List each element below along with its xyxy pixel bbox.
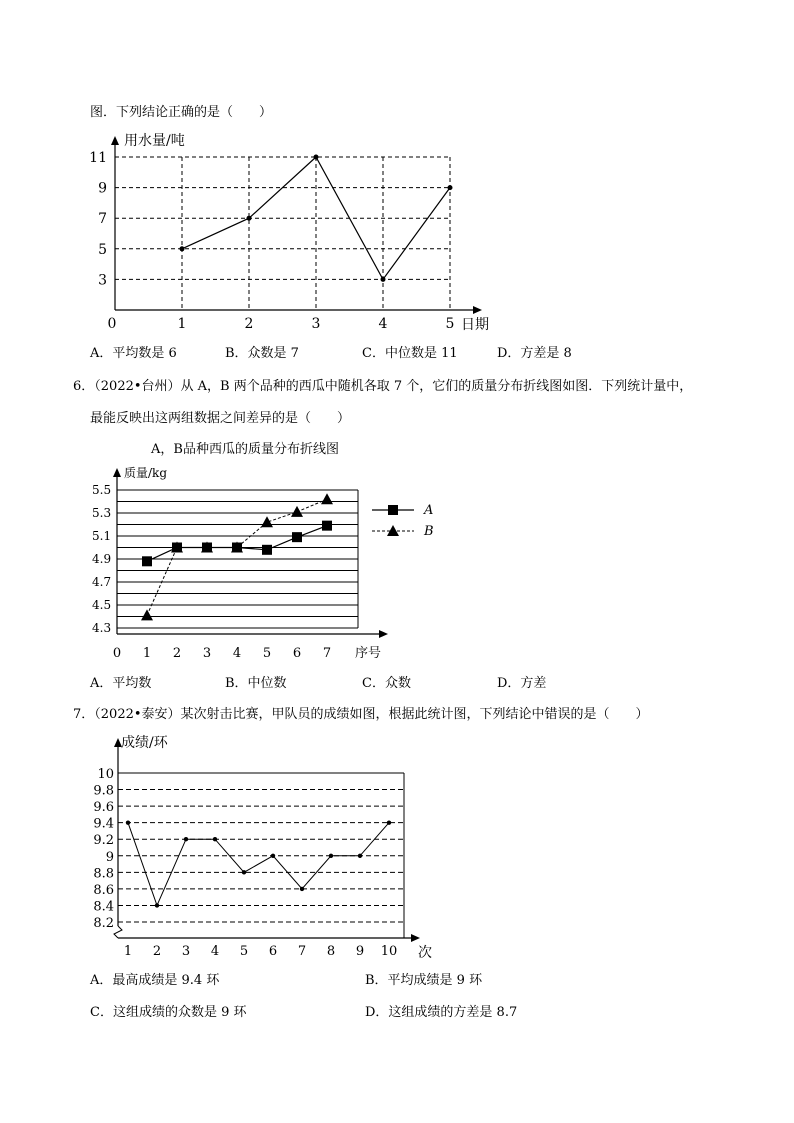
q7-y-tick-label: 8.8 bbox=[93, 866, 114, 882]
q6-legend-a-label: A bbox=[424, 503, 434, 518]
q6-option-a: A．平均数 bbox=[90, 676, 152, 691]
q7-y-tick-label: 8.4 bbox=[93, 899, 114, 915]
q7-y-tick-label: 9 bbox=[105, 849, 114, 865]
q6-option-c: C．众数 bbox=[362, 676, 411, 691]
q6-x-tick-label: 5 bbox=[262, 646, 272, 661]
q5-option-d: D．方差是 8 bbox=[497, 346, 572, 361]
q7-data-point bbox=[300, 887, 304, 891]
q7-y-tick-label: 8.2 bbox=[93, 916, 114, 931]
q6-legend-b-label: B bbox=[424, 524, 434, 539]
q6-option-d: D．方差 bbox=[497, 676, 547, 691]
q7-y-axis-label: 成绩/环 bbox=[121, 735, 168, 751]
q7-option-d: D．这组成绩的方差是 8.7 bbox=[365, 1005, 518, 1020]
q7-data-point bbox=[387, 820, 391, 824]
q7-x-tick-label: 9 bbox=[355, 944, 365, 959]
q7-x-tick-label: 8 bbox=[326, 944, 336, 959]
q6-y-tick-label: 5.1 bbox=[92, 529, 112, 543]
q5-origin-label: 0 bbox=[107, 316, 117, 332]
q7-y-tick-label: 10 bbox=[97, 767, 114, 782]
q5-y-tick-label: 11 bbox=[89, 150, 107, 166]
q6-x-tick-label: 4 bbox=[232, 646, 242, 661]
q7-data-point bbox=[213, 837, 217, 841]
q5-option-c: C．中位数是 11 bbox=[362, 346, 458, 361]
q6-chart-title: A，B品种西瓜的质量分布折线图 bbox=[151, 442, 339, 457]
q7-x-tick-label: 3 bbox=[181, 944, 191, 959]
q6-x-tick-label: 7 bbox=[322, 646, 332, 661]
q6-x-tick-label: 1 bbox=[142, 646, 152, 661]
q6-y-tick-label: 5.5 bbox=[92, 483, 112, 497]
q6-y-tick-label: 4.7 bbox=[92, 575, 112, 589]
q6-stem-line1: 6．（2022•台州）从 A，B 两个品种的西瓜中随机各取 7 个，它们的质量分布折线图如图．下列统计量中， bbox=[73, 379, 693, 394]
q7-data-point bbox=[329, 854, 333, 858]
q7-x-tick-label: 4 bbox=[210, 944, 220, 959]
q5-y-tick-label: 7 bbox=[98, 211, 107, 228]
q5-x-axis-label: 日期 bbox=[461, 317, 489, 333]
q6-origin-label: 0 bbox=[112, 646, 122, 661]
q7-x-tick-label: 6 bbox=[268, 944, 278, 959]
q5-x-tick-label: 3 bbox=[311, 316, 321, 332]
q7-y-tick-label: 9.2 bbox=[93, 833, 114, 849]
q5-option-b: B．众数是 7 bbox=[225, 346, 299, 361]
q6-y-axis-label: 质量/kg bbox=[124, 466, 167, 480]
q7-x-axis-arrow bbox=[411, 934, 420, 942]
q5-x-tick-label: 5 bbox=[445, 316, 455, 332]
q7-x-axis-label: 次 bbox=[418, 945, 432, 961]
q5-stem: 图．下列结论正确的是（ ） bbox=[90, 105, 273, 120]
q5-option-a: A．平均数是 6 bbox=[90, 346, 177, 361]
q7-x-tick-label: 7 bbox=[297, 944, 307, 959]
q7-x-tick-label: 5 bbox=[239, 944, 249, 959]
q6-y-tick-label: 4.3 bbox=[92, 621, 112, 635]
q7-y-tick-label: 9.4 bbox=[93, 816, 114, 832]
q5-y-tick-label: 5 bbox=[98, 241, 107, 258]
q6-y-tick-label: 4.5 bbox=[92, 598, 112, 612]
q7-option-b: B．平均成绩是 9 环 bbox=[365, 973, 483, 988]
q6-x-tick-label: 2 bbox=[172, 646, 182, 661]
q6-option-b: B．中位数 bbox=[225, 676, 287, 691]
q7-data-point bbox=[358, 854, 362, 858]
q7-option-a: A．最高成绩是 9.4 环 bbox=[90, 973, 220, 988]
q7-data-point bbox=[155, 903, 159, 907]
q5-y-tick-label: 3 bbox=[98, 272, 107, 289]
q5-x-tick-label: 1 bbox=[177, 316, 187, 332]
q6-y-tick-label: 5.3 bbox=[92, 506, 112, 520]
q5-x-tick-label: 4 bbox=[378, 316, 388, 332]
q6-y-tick-label: 4.9 bbox=[92, 552, 112, 566]
q7-data-point bbox=[184, 837, 188, 841]
q7-y-tick-label: 9.6 bbox=[93, 800, 114, 816]
q7-x-tick-label: 10 bbox=[380, 944, 398, 959]
q7-axis-break bbox=[114, 926, 122, 938]
q7-x-tick-label: 1 bbox=[123, 944, 133, 959]
q6-x-tick-label: 3 bbox=[202, 646, 212, 661]
q7-series-line bbox=[128, 823, 389, 906]
q7-y-tick-label: 9.8 bbox=[93, 783, 114, 799]
q7-data-point bbox=[126, 820, 130, 824]
q7-data-point bbox=[242, 870, 246, 874]
q6-x-axis-label: 序号 bbox=[355, 646, 382, 661]
q6-stem-line2: 最能反映出这两组数据之间差异的是（ ） bbox=[90, 411, 351, 426]
q7-data-point bbox=[271, 854, 275, 858]
q7-x-tick-label: 2 bbox=[152, 944, 162, 959]
q7-stem: 7．（2022•泰安）某次射击比赛，甲队员的成绩如图，根据此统计图，下列结论中错误的是（ ） bbox=[73, 707, 649, 722]
q7-option-c: C．这组成绩的众数是 9 环 bbox=[90, 1005, 247, 1020]
q5-x-tick-label: 2 bbox=[244, 316, 254, 332]
q5-y-tick-label: 9 bbox=[98, 180, 107, 197]
q7-y-tick-label: 8.6 bbox=[93, 882, 114, 898]
q5-y-axis-label: 用水量/吨 bbox=[124, 133, 185, 149]
q6-x-tick-label: 6 bbox=[292, 646, 302, 661]
